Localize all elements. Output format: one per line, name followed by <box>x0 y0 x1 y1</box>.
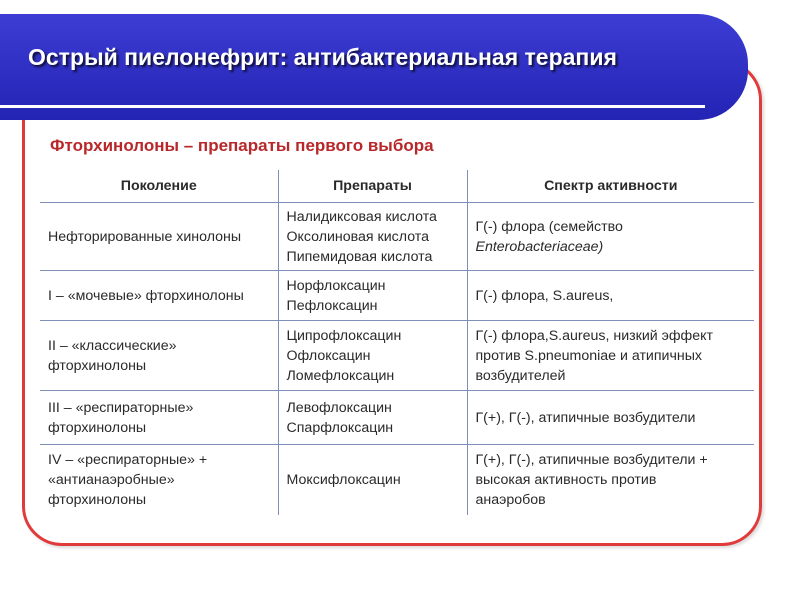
spectrum-line: Г(+), Г(-), атипичные возбудители + <box>475 451 708 468</box>
spectrum-line: Г(-) флора (семейство <box>475 218 623 235</box>
spectrum-cell <box>467 203 754 271</box>
generation-line: I – «мочевые» фторхинолоны <box>48 287 244 304</box>
generation-cell <box>40 321 278 391</box>
spectrum-cell <box>467 321 754 391</box>
drug-name: Налидиксовая кислота <box>286 208 437 225</box>
drugs-cell <box>278 391 467 445</box>
drug-name: Спарфлоксацин <box>286 419 394 436</box>
generation-cell <box>40 391 278 445</box>
generation-line: III – «респираторные» <box>48 399 194 416</box>
header-generation: Поколение <box>40 170 278 203</box>
spectrum-cell <box>467 391 754 445</box>
drugs-cell <box>278 321 467 391</box>
spectrum-line: против S.pneumoniae и атипичных <box>475 347 702 364</box>
generation-line: II – «классические» <box>48 337 177 354</box>
drug-name: Левофлоксацин <box>286 399 392 416</box>
spectrum-line: анаэробов <box>475 491 546 508</box>
spectrum-cell <box>467 271 754 321</box>
generation-line: фторхинолоны <box>48 491 147 508</box>
drugs-cell <box>278 203 467 271</box>
drugs-cell <box>278 445 467 515</box>
table-row <box>40 203 754 271</box>
generation-line: фторхинолоны <box>48 419 147 436</box>
spectrum-cell <box>467 445 754 515</box>
slide-subtitle: Фторхинолоны – препараты первого выбора <box>50 136 434 155</box>
drug-table <box>40 170 754 515</box>
table-row <box>40 271 754 321</box>
drugs-cell <box>278 271 467 321</box>
generation-cell <box>40 271 278 321</box>
spectrum-line: Enterobacteriaceae) <box>475 238 604 255</box>
spectrum-line: Г(+), Г(-), атипичные возбудители <box>475 409 696 426</box>
table-row <box>40 321 754 391</box>
generation-cell <box>40 445 278 515</box>
spectrum-line: возбудителей <box>475 367 566 384</box>
drug-name: Норфлоксацин <box>286 277 386 294</box>
drug-name: Офлоксацин <box>286 347 371 364</box>
header-spectrum: Спектр активности <box>467 170 754 203</box>
generation-line: Нефторированные хинолоны <box>48 228 242 245</box>
generation-line: IV – «респираторные» + <box>48 451 208 468</box>
spectrum-line: Г(-) флора, S.aureus, <box>475 287 614 304</box>
generation-cell <box>40 203 278 271</box>
spectrum-line: Г(-) флора,S.aureus, низкий эффект <box>475 327 713 344</box>
table-row <box>40 445 754 515</box>
header-drugs: Препараты <box>278 170 467 203</box>
slide-title: Острый пиелонефрит: антибактериальная терапия <box>28 44 617 70</box>
table-header-row <box>40 170 754 203</box>
table-row <box>40 391 754 445</box>
generation-line: «антианаэробные» <box>48 471 175 488</box>
spectrum-line: высокая активность против <box>475 471 657 488</box>
drug-name: Ципрофлоксацин <box>286 327 402 344</box>
drug-name: Пипемидовая кислота <box>286 248 433 265</box>
drug-name: Моксифлоксацин <box>286 471 401 488</box>
generation-line: фторхинолоны <box>48 357 147 374</box>
drug-name: Пефлоксацин <box>286 297 378 314</box>
drug-name: Ломефлоксацин <box>286 367 395 384</box>
drug-name: Оксолиновая кислота <box>286 228 430 245</box>
banner-underline <box>0 105 705 108</box>
